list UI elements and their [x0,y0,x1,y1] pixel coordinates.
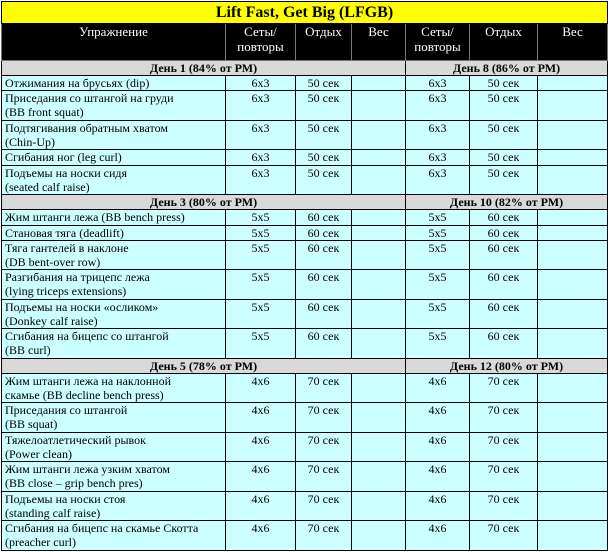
sets-reps-value-2: 6х3 [406,76,470,91]
exercise-name-line: Подъемы на носки «осликом» [5,299,159,314]
weight-field-1 [352,225,406,240]
rest-value-2: 60 сек [470,329,538,358]
exercise-name-line: Сгибания на бицепс на скамье Скотта [5,521,199,536]
sets-reps-value-1: 4х6 [226,462,296,491]
section-day-left: День 1 (84% от РМ) [2,60,406,75]
weight-field-1 [352,521,406,551]
weight-field-2 [538,299,608,328]
exercise-name [2,432,226,461]
exercise-name-line: Тяжелоатлетический рывок [5,432,146,447]
table-row [2,270,608,299]
exercise-name-line: (Power clean) [5,446,72,461]
weight-field-2 [538,329,608,358]
table-row [2,240,608,269]
exercise-name-line: (BB front squat) [5,105,84,120]
exercise-name-line: Жим штанги лежа узким хватом [5,462,170,477]
table-row [2,299,608,328]
exercise-name-line: Приседания со штангой [5,403,128,418]
table-row [2,521,608,551]
rest-value-1: 70 сек [296,403,352,432]
rest-value-2: 50 сек [470,120,538,149]
section-day-right: День 12 (80% от РМ) [406,358,608,373]
weight-field-1 [352,462,406,491]
exercise-name-line: (Donkey calf raise) [5,313,98,328]
rest-value-2: 70 сек [470,521,538,551]
section-day-left: День 3 (80% от РМ) [2,195,406,210]
weight-field-2 [538,270,608,299]
sets-reps-value-1: 6х3 [226,150,296,165]
rest-value-1: 60 сек [296,210,352,225]
weight-field-2 [538,165,608,194]
weight-field-2 [538,240,608,269]
rest-value-1: 50 сек [296,120,352,149]
table-row [2,225,608,240]
table-row [2,91,608,120]
rest-value-1: 60 сек [296,225,352,240]
sets-reps-value-1: 4х6 [226,373,296,402]
exercise-name [2,521,226,551]
exercise-name-line: (BB squat) [5,417,58,432]
header-rest-2: Отдых [470,24,538,61]
sets-reps-value-2: 6х3 [406,165,470,194]
exercise-name-line: (Chin-Up) [5,134,55,149]
exercise-name [2,329,226,358]
exercise-name-line: (DB bent-over row) [5,254,101,269]
sets-reps-value-1: 5х5 [226,240,296,269]
weight-field-2 [538,91,608,120]
section-day-right: День 8 (86% от РМ) [406,60,608,75]
section-row [2,60,608,75]
weight-field-1 [352,210,406,225]
header-sets-reps-2 [406,24,470,61]
sets-reps-value-2: 4х6 [406,491,470,520]
section-day-left: День 5 (78% от РМ) [2,358,406,373]
exercise-name-line: Отжимания на брусьях (dip) [5,76,150,91]
exercise-name-line: Подъемы на носки стоя [5,491,126,506]
sets-reps-value-2: 4х6 [406,373,470,402]
table-row [2,76,608,91]
rest-value-1: 70 сек [296,373,352,402]
exercise-name-line: Приседания со штангой на груди [5,91,174,106]
exercise-name-line: (standing calf raise) [5,505,101,520]
exercise-name [2,225,226,240]
sets-reps-value-1: 4х6 [226,403,296,432]
sets-reps-value-1: 4х6 [226,432,296,461]
weight-field-2 [538,432,608,461]
sets-reps-value-1: 6х3 [226,165,296,194]
weight-field-1 [352,329,406,358]
title-row [2,2,608,24]
exercise-name [2,91,226,120]
header-sets-line2: повторы [414,39,461,55]
weight-field-1 [352,403,406,432]
rest-value-2: 70 сек [470,373,538,402]
weight-field-1 [352,270,406,299]
exercise-name [2,165,226,194]
sets-reps-value-1: 5х5 [226,225,296,240]
rest-value-2: 60 сек [470,299,538,328]
table-title: Lift Fast, Get Big (LFGB) [2,2,608,24]
workout-table-body [2,2,608,551]
exercise-name-line: Становая тяга (deadlift) [5,225,124,240]
sets-reps-value-1: 5х5 [226,299,296,328]
header-weight-2: Вес [538,24,608,61]
table-row [2,329,608,358]
table-row [2,462,608,491]
sets-reps-value-2: 5х5 [406,210,470,225]
weight-field-2 [538,210,608,225]
exercise-name [2,403,226,432]
table-row [2,373,608,402]
exercise-name-line: (seated calf raise) [5,179,90,194]
weight-field-2 [538,462,608,491]
exercise-name [2,373,226,402]
sets-reps-value-2: 4х6 [406,403,470,432]
header-rest-1: Отдых [296,24,352,61]
rest-value-1: 60 сек [296,240,352,269]
rest-value-1: 60 сек [296,329,352,358]
sets-reps-value-1: 4х6 [226,521,296,551]
sets-reps-value-2: 5х5 [406,270,470,299]
exercise-name-line: Подъемы на носки сидя [5,165,128,180]
weight-field-1 [352,120,406,149]
sets-reps-value-2: 6х3 [406,91,470,120]
rest-value-2: 60 сек [470,270,538,299]
rest-value-1: 70 сек [296,432,352,461]
rest-value-1: 50 сек [296,165,352,194]
exercise-name-line: Тяга гантелей в наклоне [5,240,129,255]
header-sets-reps-1 [226,24,296,61]
sets-reps-value-1: 5х5 [226,270,296,299]
weight-field-1 [352,299,406,328]
exercise-name [2,270,226,299]
sets-reps-value-1: 6х3 [226,76,296,91]
exercise-name-line: (preacher curl) [5,535,76,550]
sets-reps-value-2: 4х6 [406,521,470,551]
sets-reps-value-2: 4х6 [406,462,470,491]
weight-field-2 [538,521,608,551]
exercise-name-line: Жим штанги лежа на наклонной [5,373,172,388]
exercise-name-line: Разгибания на трицепс лежа [5,270,150,285]
sets-reps-value-2: 5х5 [406,225,470,240]
section-day-right: День 10 (82% от РМ) [406,195,608,210]
weight-field-2 [538,491,608,520]
table-row [2,403,608,432]
weight-field-2 [538,403,608,432]
workout-table [1,1,608,551]
rest-value-2: 50 сек [470,76,538,91]
exercise-name-line: скамье (BB decline bench press) [5,387,164,402]
weight-field-1 [352,91,406,120]
rest-value-2: 50 сек [470,150,538,165]
table-row [2,120,608,149]
sets-reps-value-1: 5х5 [226,210,296,225]
sets-reps-value-1: 4х6 [226,491,296,520]
exercise-name-line: Жим штанги лежа (BB bench press) [5,210,185,225]
weight-field-2 [538,120,608,149]
sets-reps-value-1: 6х3 [226,120,296,149]
header-weight-1: Вес [352,24,406,61]
exercise-name-line: (BB close – grip bench pres) [5,476,143,491]
sets-reps-value-2: 5х5 [406,329,470,358]
sets-reps-value-2: 6х3 [406,150,470,165]
exercise-name [2,240,226,269]
rest-value-1: 50 сек [296,150,352,165]
sets-reps-value-2: 5х5 [406,299,470,328]
table-row [2,150,608,165]
exercise-name [2,210,226,225]
exercise-name [2,76,226,91]
header-sets-line2: повторы [237,39,284,55]
exercise-name [2,462,226,491]
weight-field-1 [352,150,406,165]
rest-value-1: 60 сек [296,270,352,299]
rest-value-2: 50 сек [470,165,538,194]
section-row [2,195,608,210]
rest-value-1: 70 сек [296,462,352,491]
sets-reps-value-1: 5х5 [226,329,296,358]
table-row [2,432,608,461]
exercise-name [2,299,226,328]
rest-value-2: 60 сек [470,225,538,240]
rest-value-2: 70 сек [470,491,538,520]
sets-reps-value-2: 5х5 [406,240,470,269]
weight-field-2 [538,373,608,402]
header-sets-line1: Сеты/ [244,24,277,40]
weight-field-1 [352,165,406,194]
weight-field-1 [352,240,406,269]
weight-field-1 [352,76,406,91]
rest-value-1: 70 сек [296,521,352,551]
section-row [2,358,608,373]
exercise-name-line: (BB curl) [5,343,51,358]
rest-value-2: 70 сек [470,403,538,432]
rest-value-2: 60 сек [470,240,538,269]
exercise-name-line: (lying triceps extensions) [5,284,127,299]
table-row [2,210,608,225]
weight-field-1 [352,432,406,461]
weight-field-2 [538,150,608,165]
header-sets-line1: Сеты/ [421,24,454,40]
rest-value-2: 50 сек [470,91,538,120]
exercise-name-line: Подтягивания обратным хватом [5,120,168,135]
rest-value-1: 50 сек [296,91,352,120]
sets-reps-value-2: 4х6 [406,432,470,461]
sets-reps-value-1: 6х3 [226,91,296,120]
rest-value-1: 70 сек [296,491,352,520]
sets-reps-value-2: 6х3 [406,120,470,149]
exercise-name-line: Сгибания на бицепс со штангой [5,329,169,344]
rest-value-2: 70 сек [470,432,538,461]
weight-field-2 [538,76,608,91]
rest-value-1: 50 сек [296,76,352,91]
exercise-name [2,150,226,165]
rest-value-1: 60 сек [296,299,352,328]
weight-field-2 [538,225,608,240]
exercise-name [2,491,226,520]
header-exercise: Упражнение [2,24,226,61]
rest-value-2: 60 сек [470,210,538,225]
table-row [2,491,608,520]
table-row [2,165,608,194]
header-row [2,24,608,61]
exercise-name [2,120,226,149]
weight-field-1 [352,373,406,402]
rest-value-2: 70 сек [470,462,538,491]
weight-field-1 [352,491,406,520]
exercise-name-line: Сгибания ног (leg curl) [5,150,122,165]
